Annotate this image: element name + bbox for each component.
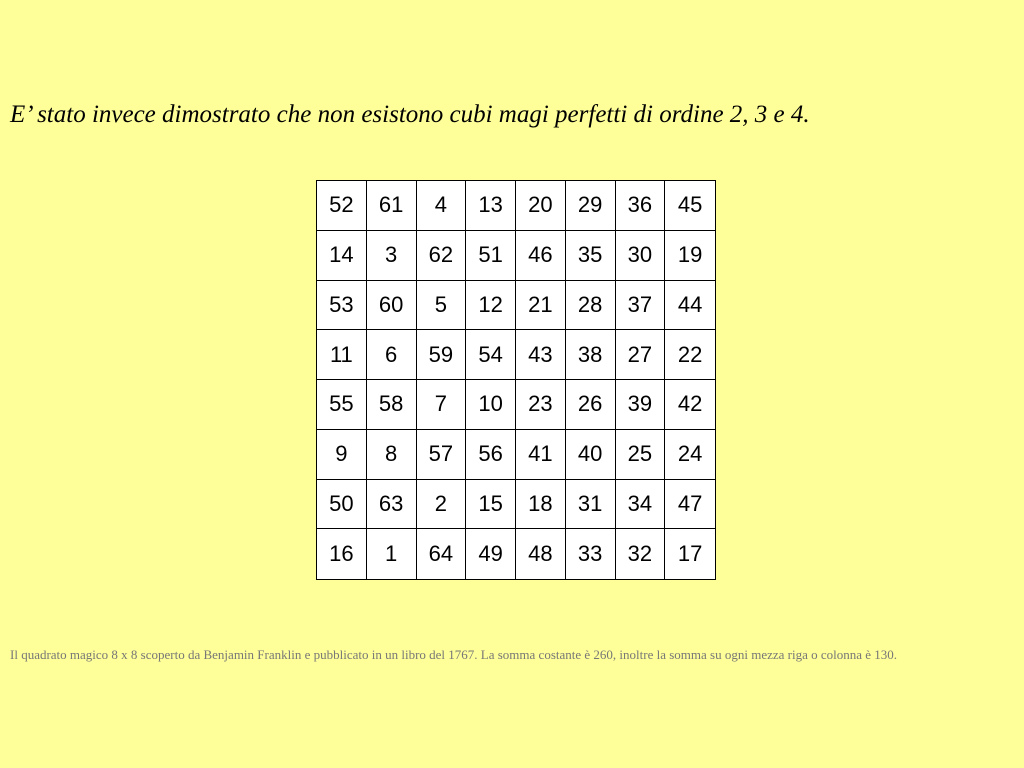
square-cell: 58 — [367, 380, 417, 430]
square-cell: 60 — [367, 281, 417, 331]
square-cell: 53 — [317, 281, 367, 331]
square-cell: 6 — [367, 330, 417, 380]
square-cell: 41 — [516, 430, 566, 480]
square-cell: 27 — [616, 330, 666, 380]
square-cell: 62 — [417, 231, 467, 281]
square-cell: 20 — [516, 181, 566, 231]
square-cell: 48 — [516, 529, 566, 579]
square-cell: 50 — [317, 480, 367, 530]
square-cell: 38 — [566, 330, 616, 380]
square-cell: 49 — [466, 529, 516, 579]
square-cell: 15 — [466, 480, 516, 530]
square-cell: 43 — [516, 330, 566, 380]
square-cell: 40 — [566, 430, 616, 480]
square-cell: 42 — [665, 380, 715, 430]
square-cell: 1 — [367, 529, 417, 579]
square-cell: 45 — [665, 181, 715, 231]
square-cell: 32 — [616, 529, 666, 579]
square-cell: 9 — [317, 430, 367, 480]
square-cell: 21 — [516, 281, 566, 331]
square-cell: 35 — [566, 231, 616, 281]
square-cell: 34 — [616, 480, 666, 530]
square-cell: 23 — [516, 380, 566, 430]
square-cell: 63 — [367, 480, 417, 530]
square-cell: 33 — [566, 529, 616, 579]
square-cell: 47 — [665, 480, 715, 530]
square-cell: 11 — [317, 330, 367, 380]
square-cell: 13 — [466, 181, 516, 231]
square-cell: 26 — [566, 380, 616, 430]
slide-heading: E’ stato invece dimostrato che non esistono cubi magi perfetti di ordine 2, 3 e 4. — [10, 101, 810, 128]
franklin-magic-square — [316, 180, 716, 580]
square-cell: 7 — [417, 380, 467, 430]
square-cell: 17 — [677, 541, 703, 567]
square-cell: 37 — [616, 281, 666, 331]
square-cell: 12 — [466, 281, 516, 331]
square-cell: 19 — [665, 231, 715, 281]
square-cell: 61 — [367, 181, 417, 231]
square-cell: 5 — [417, 281, 467, 331]
square-cell: 4 — [417, 181, 467, 231]
square-cell: 24 — [665, 430, 715, 480]
square-cell: 18 — [516, 480, 566, 530]
caption-text: Il quadrato magico 8 x 8 scoperto da Benjamin Franklin e pubblicato in un libro del 1767. La somma costante è 260, inoltre la somma su ogni mezza riga o colonna è 130. — [10, 647, 898, 662]
square-cell: 2 — [417, 480, 467, 530]
square-cell: 10 — [466, 380, 516, 430]
square-cell: 16 — [317, 529, 367, 579]
square-cell: 28 — [566, 281, 616, 331]
square-cell: 57 — [417, 430, 467, 480]
square-cell: 30 — [616, 231, 666, 281]
square-cell: 59 — [417, 330, 467, 380]
square-cell: 55 — [317, 380, 367, 430]
square-cell: 31 — [566, 480, 616, 530]
square-cell: 25 — [616, 430, 666, 480]
square-cell: 14 — [317, 231, 367, 281]
square-cell: 39 — [616, 380, 666, 430]
square-cell: 52 — [317, 181, 367, 231]
square-cell: 56 — [466, 430, 516, 480]
square-cell: 36 — [616, 181, 666, 231]
square-cell: 64 — [417, 529, 467, 579]
square-cell: 54 — [466, 330, 516, 380]
square-cell: 8 — [367, 430, 417, 480]
square-cell: 51 — [466, 231, 516, 281]
square-cell: 46 — [516, 231, 566, 281]
square-cell: 3 — [367, 231, 417, 281]
square-cell: 29 — [566, 181, 616, 231]
square-cell: 22 — [665, 330, 715, 380]
square-cell: 44 — [665, 281, 715, 331]
